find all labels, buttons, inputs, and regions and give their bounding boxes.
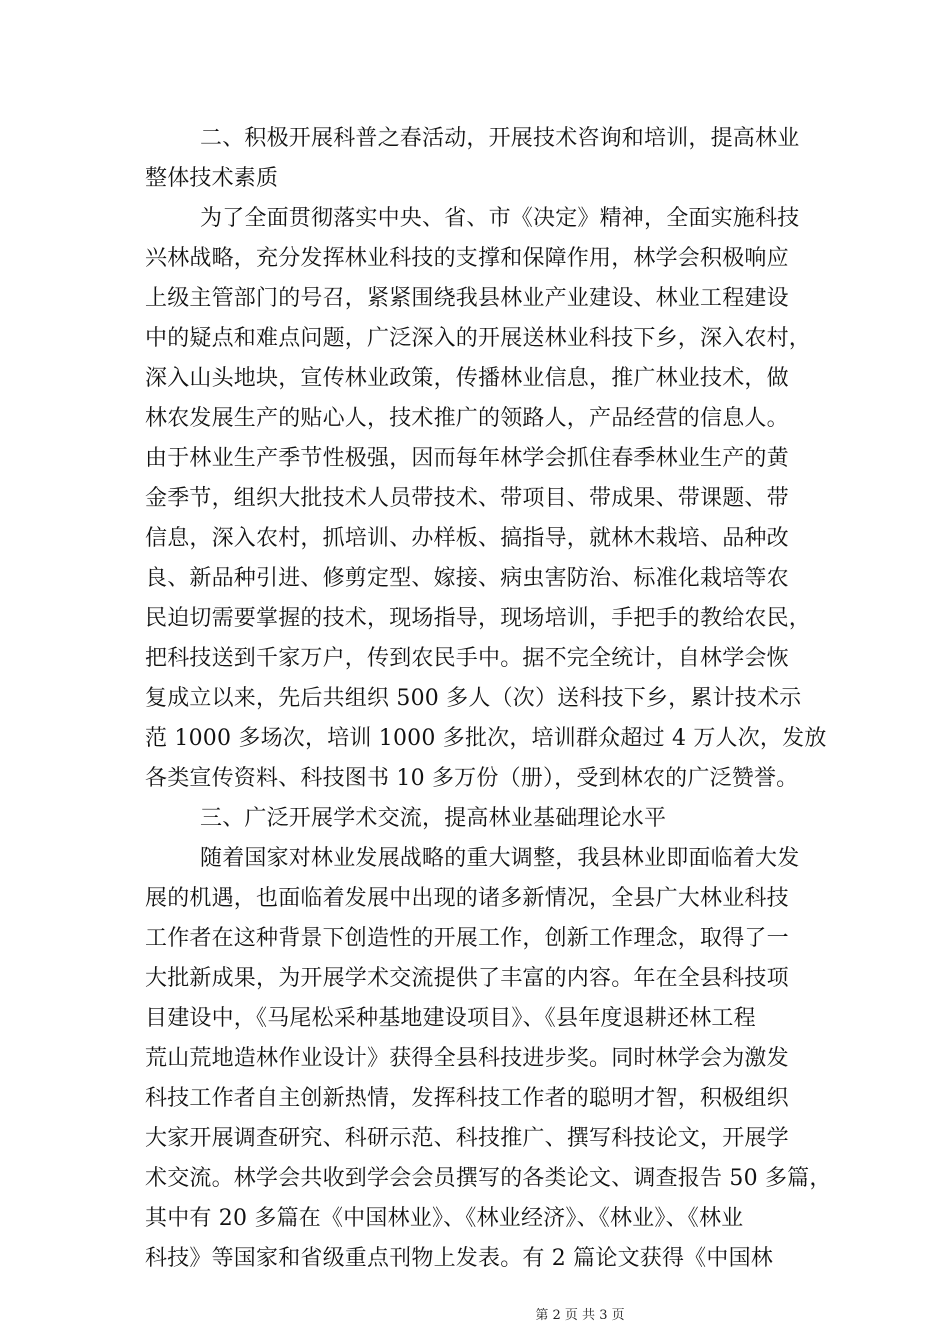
- text-line: 民迫切需要掌握的技术，现场指导，现场培训，手把手的教给农民，: [145, 606, 812, 631]
- text-line: 荒山荒地造林作业设计》获得全县科技进步奖。同时林学会为激发: [145, 1046, 789, 1071]
- section-heading-3: 三、广泛开展学术交流，提高林业基础理论水平: [200, 806, 667, 831]
- text-line: 大批新成果，为开展学术交流提供了丰富的内容。年在全县科技项: [145, 966, 789, 991]
- text-line: 科技》等国家和省级重点刊物上发表。有 2 篇论文获得《中国林: [145, 1246, 773, 1271]
- text-line: 展的机遇，也面临着发展中出现的诸多新情况，全县广大林业科技: [145, 886, 789, 911]
- text-line: 大家开展调查研究、科研示范、科技推广、撰写科技论文，开展学: [145, 1126, 789, 1151]
- text-line: 信息，深入农村，抓培训、办样板、搞指导，就林木栽培、品种改: [145, 526, 789, 551]
- text-line: 目建设中，《马尾松采种基地建设项目》、《县年度退耕还林工程: [145, 1006, 756, 1031]
- section-heading-2: 二、积极开展科普之春活动，开展技术咨询和培训，提高林业: [200, 126, 800, 151]
- text-line: 中的疑点和难点问题，广泛深入的开展送林业科技下乡，深入农村，: [145, 326, 812, 351]
- text-line: 其中有 20 多篇在《中国林业》、《林业经济》、《林业》、《林业: [145, 1206, 744, 1231]
- text-line: 金季节，组织大批技术人员带技术、带项目、带成果、带课题、带: [145, 486, 789, 511]
- text-line: 良、新品种引进、修剪定型、嫁接、病虫害防治、标准化栽培等农: [145, 566, 789, 591]
- text-line: 为了全面贯彻落实中央、省、市《决定》精神，全面实施科技: [200, 206, 800, 231]
- text-line: 工作者在这种背景下创造性的开展工作，创新工作理念，取得了一: [145, 926, 789, 951]
- text-line: 术交流。林学会共收到学会会员撰写的各类论文、调查报告 50 多篇，: [145, 1166, 832, 1191]
- text-line: 科技工作者自主创新热情，发挥科技工作者的聪明才智，积极组织: [145, 1086, 789, 1111]
- text-line: 范 1000 多场次，培训 1000 多批次，培训群众超过 4 万人次，发放: [145, 726, 827, 751]
- text-line: 林农发展生产的贴心人，技术推广的领路人，产品经营的信息人。: [145, 406, 789, 431]
- text-line: 整体技术素质: [145, 166, 279, 191]
- text-line: 把科技送到千家万户，传到农民手中。据不完全统计，自林学会恢: [145, 646, 789, 671]
- text-line: 由于林业生产季节性极强，因而每年林学会抓住春季林业生产的黄: [145, 446, 789, 471]
- text-line: 复成立以来，先后共组织 500 多人（次）送科技下乡，累计技术示: [145, 686, 802, 711]
- page-number-footer: 第 2 页 共 3 页: [535, 1308, 625, 1323]
- text-line: 深入山头地块，宣传林业政策，传播林业信息，推广林业技术，做: [145, 366, 789, 391]
- text-line: 随着国家对林业发展战略的重大调整，我县林业即面临着大发: [200, 846, 800, 871]
- text-line: 上级主管部门的号召，紧紧围绕我县林业产业建设、林业工程建设: [145, 286, 789, 311]
- text-line: 兴林战略，充分发挥林业科技的支撑和保障作用，林学会积极响应: [145, 246, 789, 271]
- text-line: 各类宣传资料、科技图书 10 多万份（册），受到林农的广泛赞誉。: [145, 766, 799, 791]
